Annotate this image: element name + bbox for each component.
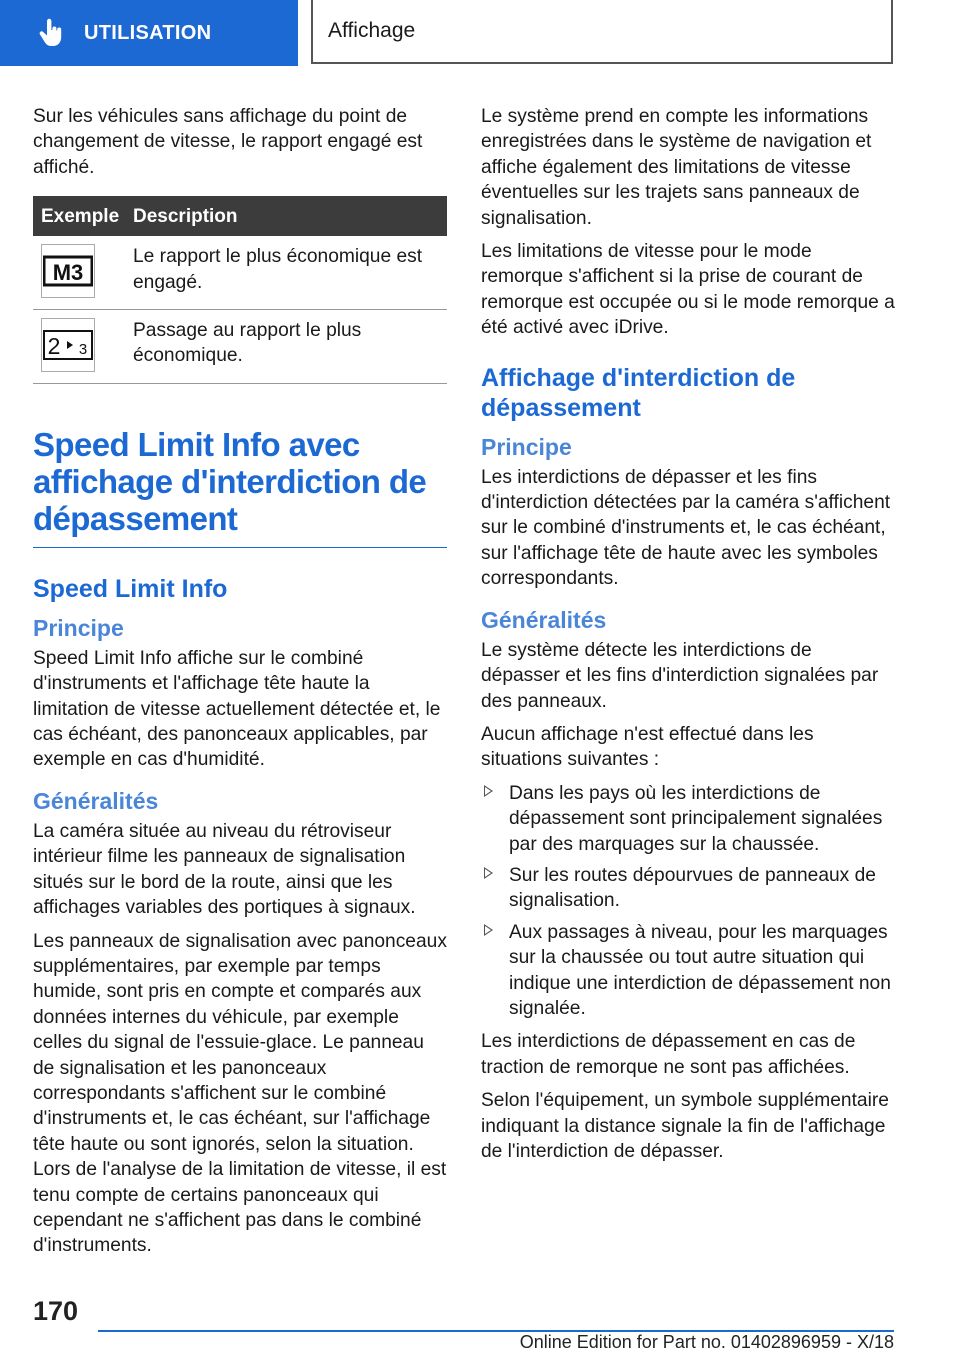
trailer-paragraph: Les limitations de vitesse pour le mode remorque s'affichent si la prise de courant de remorque est occupée ou si le mode remorque a été activé avec iDrive. [481, 241, 895, 339]
main-title: Speed Limit Info avec affichage d'interdiction de dépassement [33, 426, 447, 548]
table-cell-description: Passage au rapport le plus économique. [127, 310, 447, 384]
principe-paragraph: Les interdictions de dépasser et les fins d'interdiction détectées par la caméra s'affichent sur le combiné d'instruments et, le cas échéant, sur l'affichage tête de haute avec les symboles correspondants. [481, 466, 891, 590]
list-item: Dans les pays où les interdictions de dépassement sont principalement signalées par des marquages sur la chaussée. [481, 781, 895, 857]
generalites-paragraph: Les panneaux de signalisation avec panonceaux supplémentaires, par exemple par temps humide, sont pris en compte et comparés aux données internes du véhicule, par exemple celles du signal de l'essuie-glace. Le panneau de signalisation et les panonceaux correspondants s'affichent sur le combiné d'instruments et, le cas échéant, sur l'affichage tête haute ou sont ignorés, selon la situation. Lors de l'analyse de la limitation de vitesse, il est tenu compte de certains panonceaux qui cependant ne s'affichent pas dans le combiné d'instruments. [33, 930, 447, 1257]
gear-from-label: 2 [47, 333, 61, 360]
speed-limit-info-heading: Speed Limit Info [33, 574, 228, 603]
distance-symbol-paragraph: Selon l'équipement, un symbole supplémentaire indiquant la distance signale la fin de l'affichage de l'interdiction de dépasser. [481, 1090, 889, 1162]
table-header-example: Exemple [33, 196, 127, 236]
gear-to-label: 3 [78, 341, 88, 359]
section-label: UTILISATION [84, 21, 212, 44]
intro-paragraph: Sur les véhicules sans affichage du point de changement de vitesse, le rapport engagé est affiché. [33, 106, 423, 178]
bullet-triangle-icon [484, 924, 493, 936]
gear-m3-label: M3 [52, 260, 84, 286]
gear-display-table [33, 196, 447, 384]
page-tab[interactable] [311, 0, 893, 64]
principe-heading: Principe [33, 614, 124, 641]
principe-heading: Principe [481, 433, 572, 460]
page-number: 170 [33, 1296, 79, 1326]
page-header [0, 0, 960, 66]
page-label: Affichage [328, 19, 416, 42]
left-column [33, 104, 447, 1267]
bullet-triangle-icon [484, 785, 493, 797]
generalites-paragraph: Le système détecte les interdictions de dépasser et les fins d'interdiction signalées par des panneaux. [481, 639, 879, 712]
edition-text: Online Edition for Part no. 01402896959 - X/18 [519, 1332, 894, 1352]
trailer-no-passing-paragraph: Les interdictions de dépassement en cas de traction de remorque ne sont pas affichées. [481, 1031, 856, 1078]
table-header-row [33, 196, 447, 236]
gear-m3-icon [41, 244, 95, 298]
table-row [33, 236, 447, 309]
section-tab[interactable] [0, 0, 298, 66]
gear-shift-2-to-3-icon [41, 318, 95, 372]
situations-list [481, 781, 895, 1022]
list-item: Sur les routes dépourvues de panneaux de signalisation. [481, 863, 895, 914]
navigation-paragraph: Le système prend en compte les informations enregistrées dans le système de navigation et affiche également des limitations de vitesse éventuelles sur les trajets sans panneaux de signalisation. [481, 106, 872, 229]
generalites-heading: Généralités [481, 606, 607, 633]
hand-pointer-icon [38, 18, 64, 48]
table-cell-description: Le rapport le plus économique est engagé. [127, 236, 447, 309]
generalites-heading: Généralités [33, 787, 159, 814]
bullet-triangle-icon [484, 867, 493, 879]
right-column [481, 104, 895, 1172]
generalites-paragraph: La caméra située au niveau du rétroviseur intérieur filme les panneaux de signalisation situés sur le bord de la route, ainsi que les affichages variables des portiques à signaux. [33, 820, 416, 919]
no-passing-heading: Affichage d'interdiction de dépassement [481, 363, 796, 422]
table-header-description: Description [127, 196, 447, 236]
list-item: Aux passages à niveau, pour les marquages sur la chaussée ou tout autre situation qui indique une interdiction de dépassement non signalée. [481, 920, 895, 1022]
principe-paragraph: Speed Limit Info affiche sur le combiné d'instruments et l'affichage tête haute la limitation de vitesse actuellement détectée et, le cas échéant, des panonceaux applicables, par exemple en cas d'humidité. [33, 647, 441, 771]
generalites-paragraph: Aucun affichage n'est effectué dans les situations suivantes : [481, 723, 814, 771]
table-row [33, 310, 447, 384]
